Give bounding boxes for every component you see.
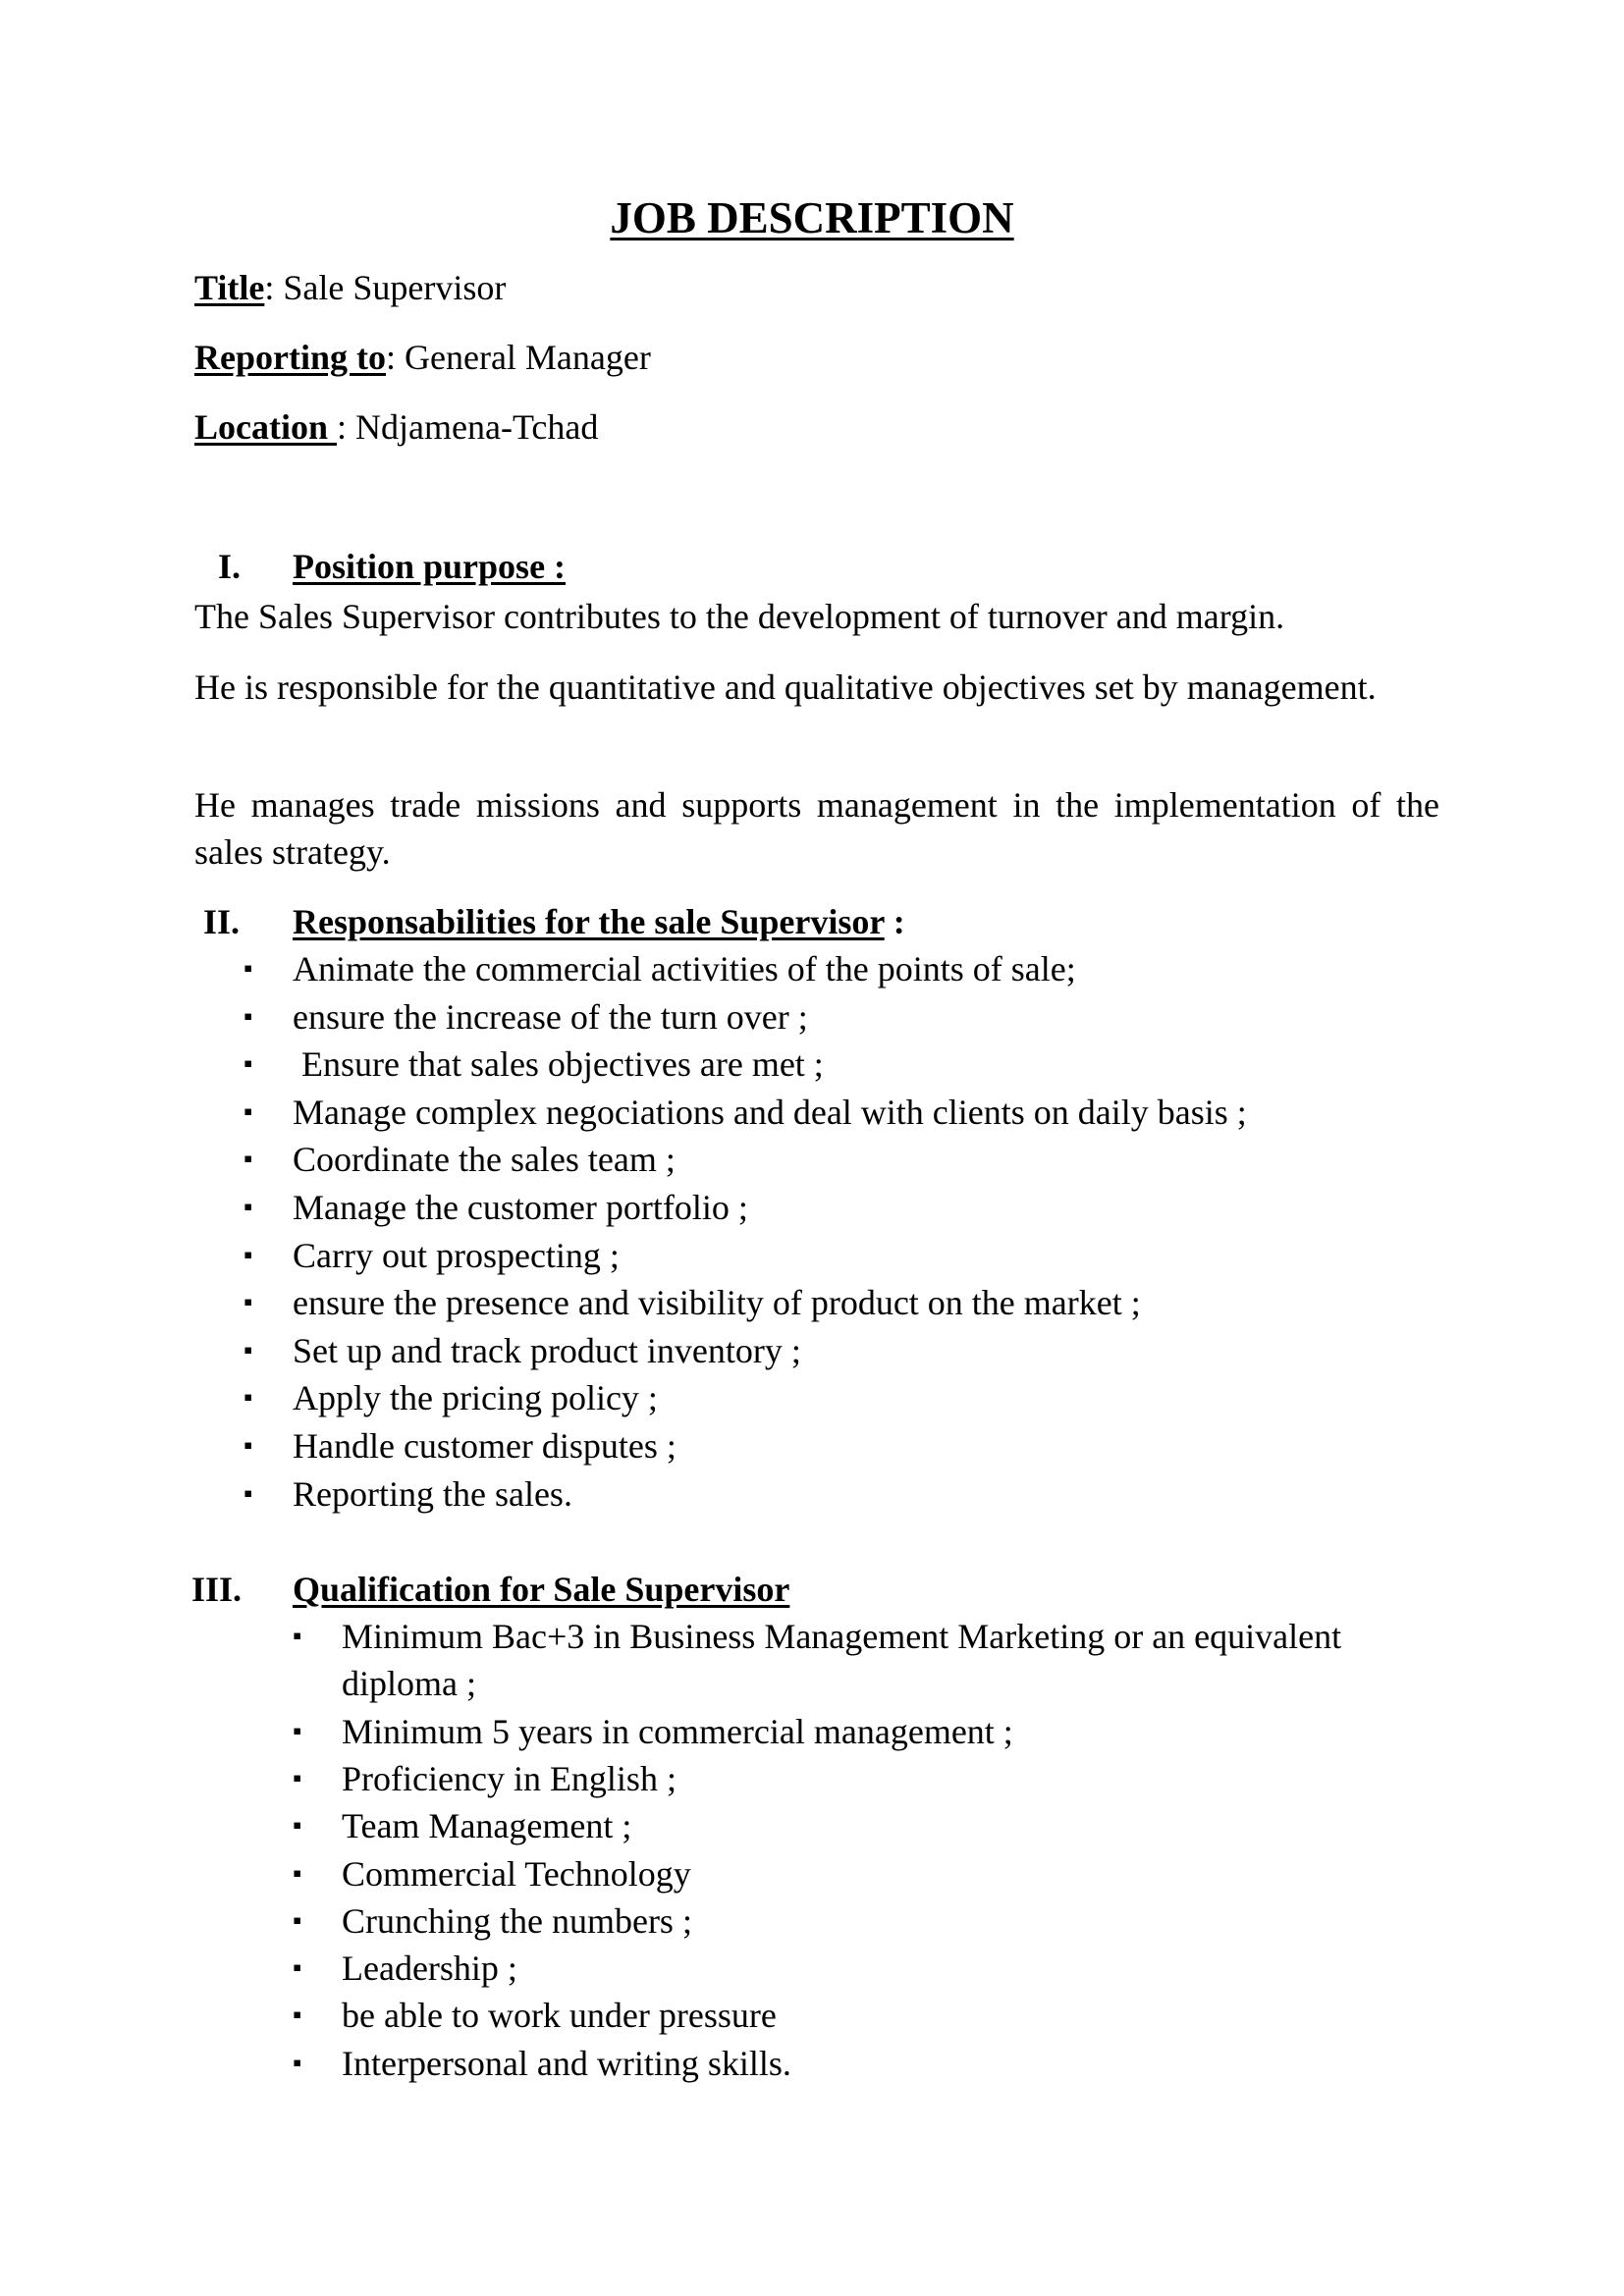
section-2-heading: Responsabilities for the sale Supervisor : [293,902,905,941]
bullet-icon: ▪ [293,1858,302,1888]
field-label: Title [194,268,265,307]
bullet-icon: ▪ [293,1811,302,1841]
bullet-icon: ▪ [293,2048,302,2077]
list-item: Crunching the numbers ; [342,1900,692,1941]
bullet-icon: ▪ [244,1478,253,1508]
section-2-numeral: II. [203,902,241,941]
list-item: Coordinate the sales team ; [293,1140,676,1180]
list-item: Handle customer disputes ; [293,1426,677,1466]
bullet-icon: ▪ [244,954,253,983]
list-item: Minimum Bac+3 in Business Management Marketing or an equivalent [342,1617,1342,1656]
bullet-icon: ▪ [293,1763,302,1792]
field-label: Reporting to [194,338,386,377]
bullet-icon: ▪ [244,1431,253,1460]
section-3-numeral: III. [191,1570,243,1609]
list-item: ensure the presence and visibility of product on the market ; [293,1283,1141,1323]
bullet-icon: ▪ [293,1622,302,1650]
section-1-heading: Position purpose : [293,547,567,586]
list-item: ensure the increase of the turn over ; [293,996,808,1037]
field-value: Sale Supervisor [283,268,507,307]
bullet-icon: ▪ [293,1953,302,1983]
list-item: Commercial Technology [342,1853,691,1894]
field-reporting-to [194,337,651,378]
field-location [194,406,598,448]
bullet-icon: ▪ [244,1096,253,1126]
bullet-icon: ▪ [244,1288,253,1317]
list-item: Carry out prospecting ; [293,1235,620,1275]
list-item: Minimum 5 years in commercial management ; [342,1711,1013,1751]
bullet-icon: ▪ [244,1001,253,1031]
bullet-icon: ▪ [244,1335,253,1364]
list-item: Set up and track product inventory ; [293,1330,801,1370]
bullet-icon: ▪ [244,1383,253,1413]
section-1-paragraph: He manages trade missions and supports management in the implementation of the sales strategy. [194,785,1439,872]
list-item: Interpersonal and writing skills. [342,2043,791,2083]
list-item: Manage the customer portfolio ; [293,1188,748,1227]
section-1-paragraph: He is responsible for the quantitative and qualitative objectives set by management. [194,667,1377,707]
field-separator: : [337,407,356,447]
list-item: Reporting the sales. [293,1473,572,1514]
list-item: Leadership ; [342,1949,517,1989]
bullet-icon: ▪ [244,1193,253,1221]
bullet-icon: ▪ [244,1145,253,1174]
list-item: Proficiency in English ; [342,1758,677,1798]
field-separator: : [264,268,284,307]
section-1-paragraph: The Sales Supervisor contributes to the development of turnover and margin. [194,597,1285,636]
field-separator: : [385,338,405,377]
list-item: Animate the commercial activities of the points of sale; [293,949,1076,988]
list-item: Manage complex negociations and deal with clients on daily basis ; [293,1092,1247,1132]
field-value: General Manager [405,338,651,377]
list-item: diploma ; [342,1664,476,1704]
bullet-icon: ▪ [293,1716,302,1745]
list-item: Ensure that sales objectives are met ; [293,1044,824,1085]
bullet-icon: ▪ [293,2001,302,2030]
section-1-numeral: I. [218,547,242,586]
bullet-icon: ▪ [244,1240,253,1269]
field-value: Ndjamena-Tchad [355,407,599,447]
bullet-icon: ▪ [293,1905,302,1935]
list-item: be able to work under pressure [342,1996,777,2036]
field-title [194,267,506,308]
field-label: Location [194,407,338,447]
list-item: Apply the pricing policy ; [293,1378,658,1418]
document-title: JOB DESCRIPTION [610,193,1014,242]
section-3-heading: Qualification for Sale Supervisor [293,1570,790,1609]
bullet-icon: ▪ [244,1049,253,1079]
list-item: Team Management ; [342,1806,632,1846]
